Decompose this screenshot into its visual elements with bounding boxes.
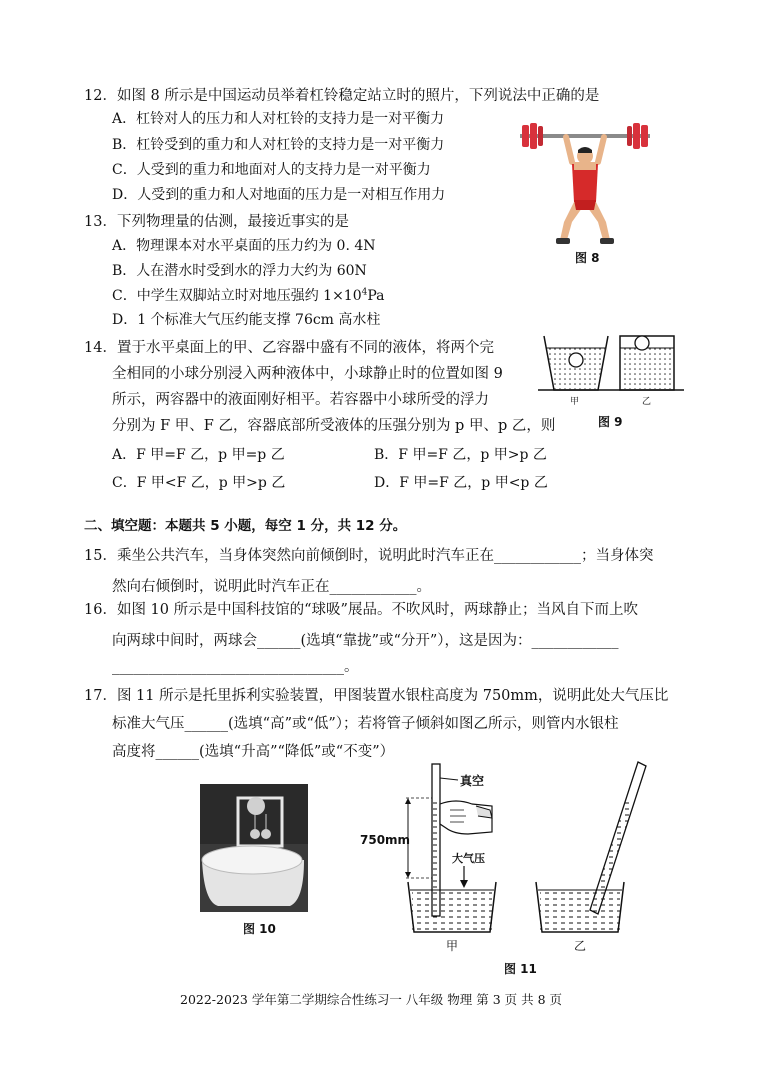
q14-option-a: A．F 甲=F 乙，p 甲=p 乙 — [112, 447, 285, 463]
q14-option-c: C．F 甲<F 乙，p 甲>p 乙 — [112, 475, 286, 491]
fig8-caption: 图 8 — [575, 251, 600, 265]
containers-figure — [538, 332, 684, 408]
fig11-caption: 图 11 — [504, 962, 537, 976]
q17-line2: 标准大气压______(选填“高”或“低”）；若将管子倾斜如图乙所示，则管内水银柱 — [112, 716, 619, 732]
q12-option-a: A．杠铃对人的压力和人对杠铃的支持力是一对平衡力 — [112, 111, 445, 127]
q13-option-c: C．中学生双脚站立时对地压强约 $1\times 10^4Pa$ — [112, 287, 385, 304]
atm-label: 大气压 — [452, 852, 485, 865]
q15-line2: 然向右倾倒时，说明此时汽车正在____________。 — [112, 579, 431, 595]
q12-option-d: D．人受到的重力和人对地面的压力是一对相互作用力 — [112, 187, 446, 203]
q16-line1: 16．如图 10 所示是中国科技馆的“球吸”展品。不吹风时，两球静止；当风自下而上吹 — [84, 602, 638, 618]
ball-suction-photo — [200, 784, 308, 912]
weightlifter-figure — [520, 118, 650, 248]
fig10-caption: 图 10 — [243, 922, 276, 936]
q14-line2: 全相同的小球分别浸入两种液体中，小球静止时的位置如图 9 — [112, 366, 503, 382]
q12-stem: 12．如图 8 所示是中国运动员举着杠铃稳定站立时的照片，下列说法中正确的是 — [84, 88, 600, 104]
q13-option-a: A．物理课本对水平桌面的压力约为 0. 4N — [112, 238, 376, 254]
q16-line2: 向两球中间时，两球会______(选填“靠拢”或“分开”），这是因为：____________ — [112, 633, 619, 649]
q12-option-c: C．人受到的重力和地面对人的支持力是一对平衡力 — [112, 162, 431, 178]
q14-line1: 14．置于水平桌面上的甲、乙容器中盛有不同的液体，将两个完 — [84, 340, 494, 356]
height-label: 750mm — [360, 833, 411, 847]
q13-option-d: D．1 个标准大气压约能支撑 76cm 高水柱 — [112, 312, 381, 328]
q13-stem: 13．下列物理量的估测，最接近事实的是 — [84, 214, 349, 230]
q14-option-d: D．F 甲=F 乙，p 甲<p 乙 — [374, 475, 548, 491]
torricelli-figure — [360, 758, 660, 954]
q17-line3: 高度将______(选填“升高”“降低”或“不变”） — [112, 744, 395, 760]
vacuum-label: 真空 — [460, 774, 485, 788]
page-footer: 2022-2023 学年第二学期综合性练习一 八年级 物理 第 3 页 共 8 页 — [180, 992, 563, 1007]
q14-option-b: B．F 甲=F 乙，p 甲>p 乙 — [374, 447, 547, 463]
section2-heading: 二、填空题：本题共 5 小题，每空 1 分，共 12 分。 — [84, 518, 407, 534]
fig11-label-jia: 甲 — [446, 939, 459, 953]
q13-option-b: B．人在潜水时受到水的浮力大约为 60N — [112, 263, 367, 279]
q12-option-b: B．杠铃受到的重力和人对杠铃的支持力是一对平衡力 — [112, 137, 445, 153]
fig9-caption: 图 9 — [598, 415, 623, 429]
q14-line4: 分别为 F 甲、F 乙，容器底部所受液体的压强分别为 p 甲、p 乙，则 — [112, 418, 556, 434]
q17-line1: 17．图 11 所示是托里拆利实验装置，甲图装置水银柱高度为 750mm，说明此处大气压比 — [84, 688, 669, 704]
fig9-label-jia: 甲 — [570, 397, 580, 407]
q16-line3: ________________________________。 — [112, 659, 359, 675]
q14-line3: 所示，两容器中的液面刚好相平。若容器中小球所受的浮力 — [112, 392, 489, 408]
q15-line1: 15．乘坐公共汽车，当身体突然向前倾倒时，说明此时汽车正在____________；当身体突 — [84, 548, 654, 564]
fig9-label-yi: 乙 — [642, 397, 652, 407]
fig11-label-yi: 乙 — [574, 939, 587, 953]
